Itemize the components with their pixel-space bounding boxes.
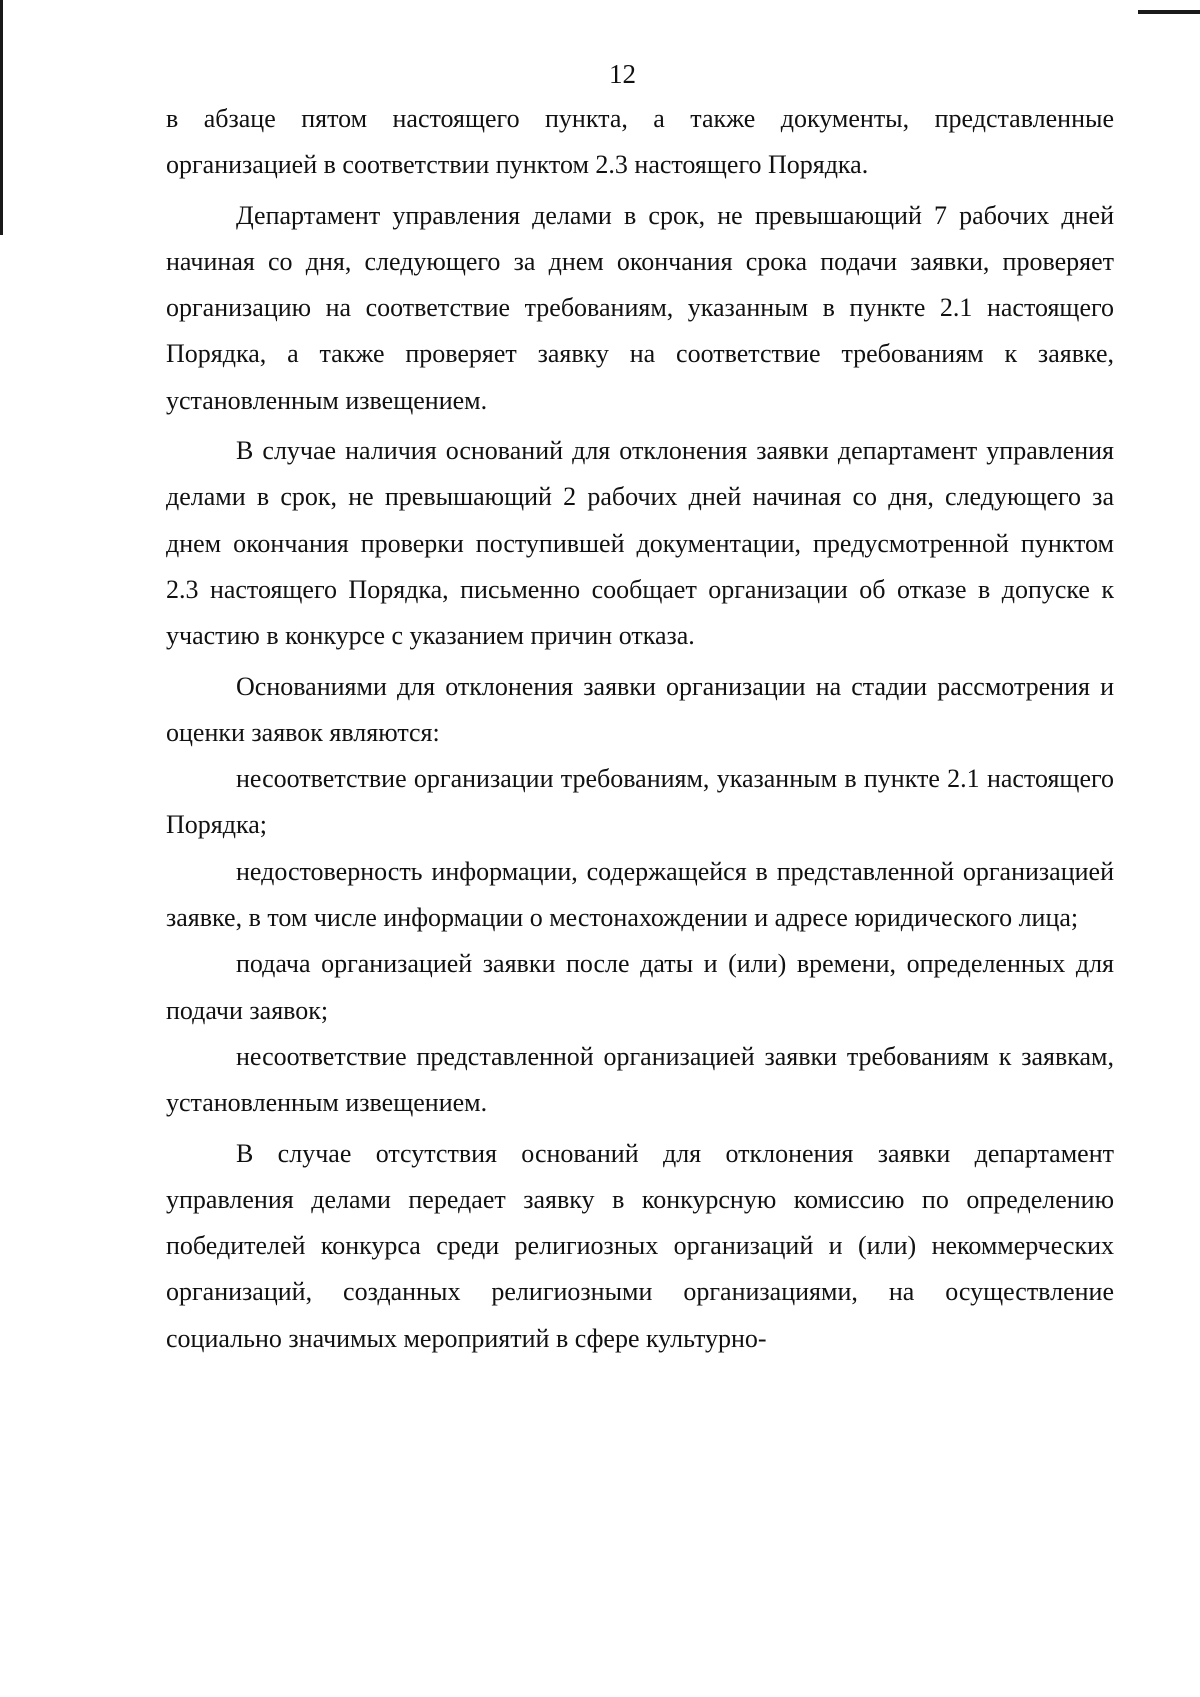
scan-edge-left	[0, 0, 3, 235]
paragraph-rejection-grounds-intro: Основаниями для отклонения заявки организации на стадии рассмотрения и оценки заявок являются:	[166, 671, 1114, 747]
scan-edge-top-right	[1138, 10, 1200, 14]
paragraph-department-review: Департамент управления делами в срок, не превышающий 7 рабочих дней начиная со дня, следующего за днем окончания срока подачи заявки, проверяет организацию на соответствие требованиям, указанным в пункте 2.1 настоящего Порядка, а также проверяет заявку на соответствие требованиям к заявке, установленным извещением.	[166, 200, 1114, 415]
paragraph-transfer-to-commission: В случае отсутствия оснований для отклонения заявки департамент управления делами передает заявку в конкурсную комиссию по определению победителей конкурса среди религиозных организаций и (или) некоммерческих организаций, созданных религиозными организациями, на осуществление социально значимых мероприятий в сфере культурно-	[166, 1138, 1114, 1353]
paragraph-rejection-notice: В случае наличия оснований для отклонения заявки департамент управления делами в срок, не превышающий 2 рабочих дней начиная со дня, следующего за днем окончания проверки поступившей документации, предусмотренной пунктом 2.3 настоящего Порядка, письменно сообщает организации об отказе в допуске к участию в конкурсе с указанием причин отказа.	[166, 436, 1114, 651]
list-item-ground-nonconformity: несоответствие представленной организацией заявки требованиям к заявкам, установленным извещением.	[166, 1041, 1114, 1118]
list-item-ground-false-info: недостоверность информации, содержащейся в представленной организацией заявке, в том числе информации о местонахождении и адресе юридического лица;	[166, 856, 1114, 933]
page-number: 12	[609, 59, 636, 89]
paragraph-continuation: в абзаце пятом настоящего пункта, а также документы, представленные организацией в соответствии пунктом 2.3 настоящего Порядка.	[166, 104, 1114, 180]
document-body	[166, 96, 1114, 1362]
list-item-ground-requirements: несоответствие организации требованиям, указанным в пункте 2.1 настоящего Порядка;	[166, 764, 1114, 840]
list-item-ground-late-submission: подача организацией заявки после даты и (или) времени, определенных для подачи заявок;	[166, 949, 1114, 1025]
